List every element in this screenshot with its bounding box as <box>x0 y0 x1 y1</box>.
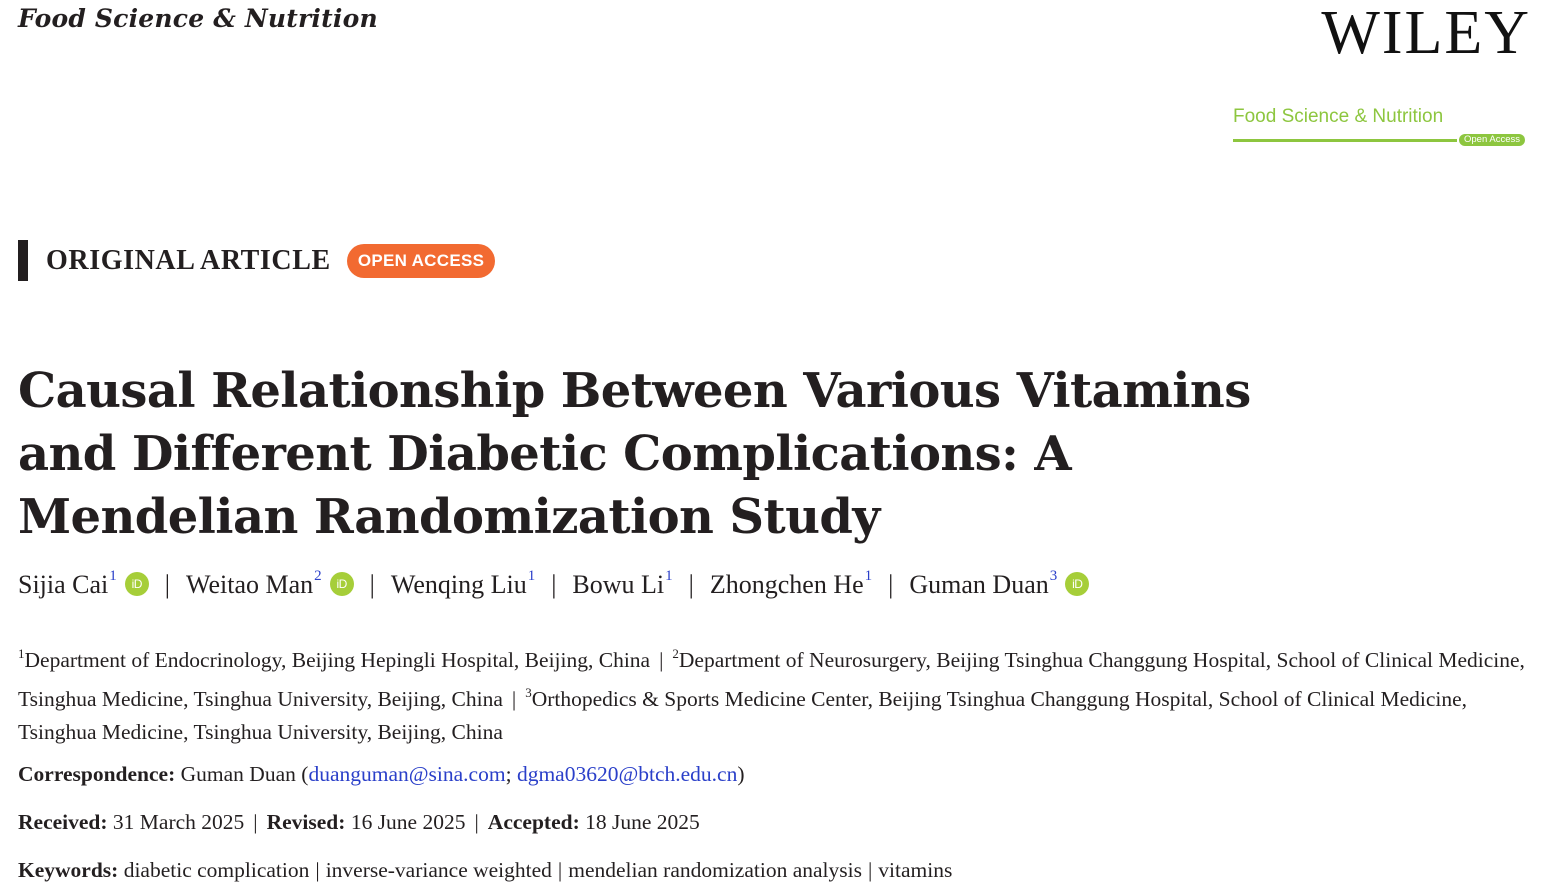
keyword-separator: | <box>315 858 320 882</box>
date-separator: | <box>253 810 258 834</box>
author-affiliation-ref[interactable]: 1 <box>527 568 536 584</box>
author-separator: | <box>551 570 557 599</box>
article-title: Causal Relationship Between Various Vitamins and Different Diabetic Complications: A Mendelian Randomization Study <box>18 363 1251 545</box>
badge-journal-name: Food Science & Nutrition <box>1233 106 1444 127</box>
keyword-separator: | <box>867 858 873 882</box>
author-name: Zhongchen He <box>709 570 864 599</box>
author-list <box>18 570 1089 600</box>
badge-open-access: Open Access <box>1459 134 1525 146</box>
keyword: mendelian randomization analysis <box>568 858 862 882</box>
author-name: Bowu Li <box>572 570 665 599</box>
author-separator: | <box>164 570 170 599</box>
article-type-label: ORIGINAL ARTICLE <box>46 244 331 276</box>
affiliation-separator: | <box>659 648 664 673</box>
author-wenqing-liu[interactable] <box>391 570 535 600</box>
affiliation-number: 2 <box>672 646 679 661</box>
wiley-logo[interactable]: WILEY <box>1321 0 1531 67</box>
affiliations <box>18 638 1528 749</box>
author-weitao-man[interactable] <box>186 570 354 600</box>
journal-badge[interactable] <box>1233 106 1531 145</box>
keywords-label: Keywords: <box>18 858 119 882</box>
author-separator: | <box>688 570 694 599</box>
author-name: Weitao Man <box>186 570 314 599</box>
article-type-bar <box>18 240 28 281</box>
affiliation-number: 3 <box>525 685 532 701</box>
received-date: 31 March 2025 <box>112 810 245 834</box>
orcid-icon[interactable]: iD <box>1065 572 1089 596</box>
author-guman-duan[interactable] <box>909 570 1089 600</box>
author-separator: | <box>888 570 894 599</box>
correspondence-label: Correspondence: <box>18 762 176 786</box>
author-name: Guman Duan <box>909 570 1049 599</box>
dates-line <box>18 810 700 835</box>
correspondence-line: Correspondence: Guman Duan (duanguman@sina.com; dgma03620@btch.edu.cn) <box>18 762 745 786</box>
affiliation-3: Orthopedics & Sports Medicine Center, Beijing Tsinghua Changgung Hospital, School of Clinical Medicine, Tsinghua Medicine, Tsinghua University, Beijing, China <box>18 687 1468 745</box>
accepted-date: 18 June 2025 <box>585 810 700 834</box>
journal-name-header: Food Science & Nutrition <box>18 4 378 33</box>
keyword: inverse-variance weighted <box>325 858 552 882</box>
keyword: vitamins <box>878 858 953 882</box>
author-affiliation-ref[interactable]: 1 <box>665 568 673 584</box>
revised-label: Revised: <box>266 810 346 834</box>
received-label: Received: <box>18 810 108 834</box>
accepted-label: Accepted: <box>487 810 580 834</box>
badge-divider <box>1233 139 1457 142</box>
affiliation-1: Department of Endocrinology, Beijing Hepingli Hospital, Beijing, China <box>24 648 651 673</box>
affiliation-number: 1 <box>18 646 25 661</box>
author-bowu-li[interactable] <box>572 570 672 600</box>
email-link-2[interactable]: dgma03620@btch.edu.cn <box>516 762 738 786</box>
author-zhongchen-he[interactable] <box>710 570 872 600</box>
orcid-icon[interactable]: iD <box>125 572 149 596</box>
email-link-1[interactable]: duanguman@sina.com <box>308 762 506 786</box>
open-access-badge: OPEN ACCESS <box>347 244 495 278</box>
author-affiliation-ref[interactable]: 1 <box>864 568 873 584</box>
date-separator: | <box>474 810 479 834</box>
article-type-row <box>18 240 495 281</box>
author-name: Wenqing Liu <box>390 570 527 599</box>
correspondence-name: Guman Duan <box>180 762 296 786</box>
author-name: Sijia Cai <box>18 570 109 599</box>
author-affiliation-ref[interactable]: 1 <box>109 568 117 584</box>
keywords-line <box>18 858 952 883</box>
author-affiliation-ref[interactable]: 2 <box>314 568 322 584</box>
revised-date: 16 June 2025 <box>350 810 466 834</box>
affiliation-separator: | <box>511 687 517 712</box>
author-sijia-cai[interactable] <box>18 570 149 600</box>
author-separator: | <box>369 570 375 599</box>
keyword-separator: | <box>557 858 563 882</box>
orcid-icon[interactable]: iD <box>330 572 354 596</box>
author-affiliation-ref[interactable]: 3 <box>1049 568 1058 584</box>
keyword: diabetic complication <box>123 858 310 882</box>
affiliation-2: Department of Neurosurgery, Beijing Tsinghua Changgung Hospital, School of Clinical Medicine, Tsinghua Medicine, Tsinghua University, Beijing, China <box>18 648 1525 712</box>
